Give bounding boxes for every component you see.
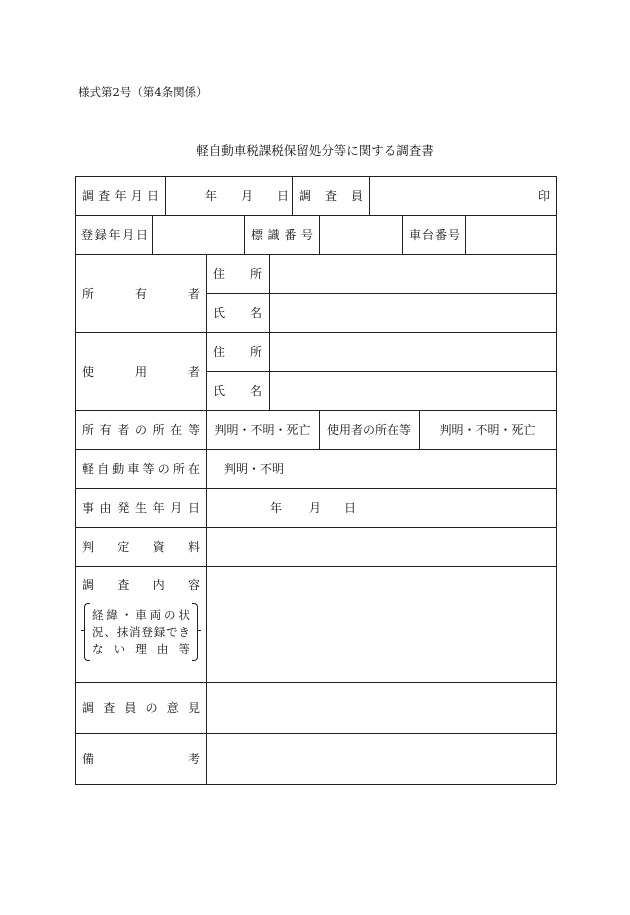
incident-date-day: 日 [344, 501, 357, 515]
plate-number-field[interactable] [319, 215, 402, 254]
survey-content-note-line-3: な い 理 由 等 [92, 642, 190, 656]
vehicle-location-label: 軽 自 動 車 等 の 所 在 [82, 462, 200, 476]
user-label: 使 用 者 [82, 364, 200, 379]
plate-number-label: 標 識 番 号 [251, 228, 313, 242]
survey-date-month: 月 [241, 189, 254, 203]
survey-content-label: 調 査 内 容 [82, 577, 200, 592]
owner-whereabouts-label: 所 有 者 の 所 在 等 [82, 423, 200, 437]
remarks-label: 備 考 [82, 752, 200, 766]
owner-label: 所 有 者 [82, 286, 200, 301]
chassis-number-label: 車 台 番 号 [409, 228, 460, 242]
owner-name-field[interactable] [269, 293, 556, 332]
incident-date-month: 月 [309, 501, 322, 515]
left-bracket-icon [84, 603, 90, 661]
incident-date-field[interactable] [206, 488, 556, 527]
evidence-label: 判 定 資 料 [82, 540, 200, 554]
surveyor-label: 調 査 員 [299, 189, 363, 203]
seal-mark: 印 [537, 189, 550, 203]
owner-name-label: 氏 名 [213, 306, 262, 320]
user-whereabouts-options[interactable]: 判明・不明・死亡 [439, 423, 536, 437]
survey-content-field[interactable] [206, 566, 556, 682]
evidence-field[interactable] [206, 527, 556, 566]
user-name-field[interactable] [269, 371, 556, 410]
survey-date-field[interactable] [165, 176, 292, 215]
user-address-field[interactable] [269, 332, 556, 371]
survey-date-label: 調 査 年 月 日 [82, 189, 159, 203]
registration-date-field[interactable] [152, 215, 244, 254]
owner-whereabouts-options[interactable]: 判明・不明・死亡 [214, 423, 311, 437]
user-whereabouts-label: 使用者の所在等 [326, 423, 411, 437]
vehicle-location-options[interactable]: 判明・不明 [224, 462, 285, 476]
user-name-label: 氏 名 [213, 384, 262, 398]
survey-content-note [84, 603, 198, 661]
survey-date-year: 年 [205, 189, 218, 203]
user-address-label: 住 所 [213, 345, 262, 359]
right-bracket-icon [192, 603, 198, 661]
surveyor-opinion-label: 調 査 員 の 意 見 [82, 701, 200, 715]
survey-date-day: 日 [277, 189, 290, 203]
form-number: 様式第2号（第4条関係） [78, 85, 208, 99]
incident-date-label: 事 由 発 生 年 月 日 [82, 501, 200, 515]
surveyor-opinion-field[interactable] [206, 682, 556, 733]
survey-content-note-line-1: 経 緯 ・ 車 両 の 状 [92, 608, 190, 622]
survey-content-note-line-2: 況 、 抹 消 登 録 で き [92, 625, 190, 639]
chassis-number-field[interactable] [465, 215, 556, 254]
surveyor-field[interactable] [369, 176, 556, 215]
owner-address-field[interactable] [269, 254, 556, 293]
owner-address-label: 住 所 [213, 267, 262, 281]
document-title: 軽自動車税課税保留処分等に関する調査書 [196, 143, 434, 158]
remarks-field[interactable] [206, 733, 556, 784]
registration-date-label: 登 録 年 月 日 [81, 228, 148, 242]
incident-date-year: 年 [270, 501, 283, 515]
